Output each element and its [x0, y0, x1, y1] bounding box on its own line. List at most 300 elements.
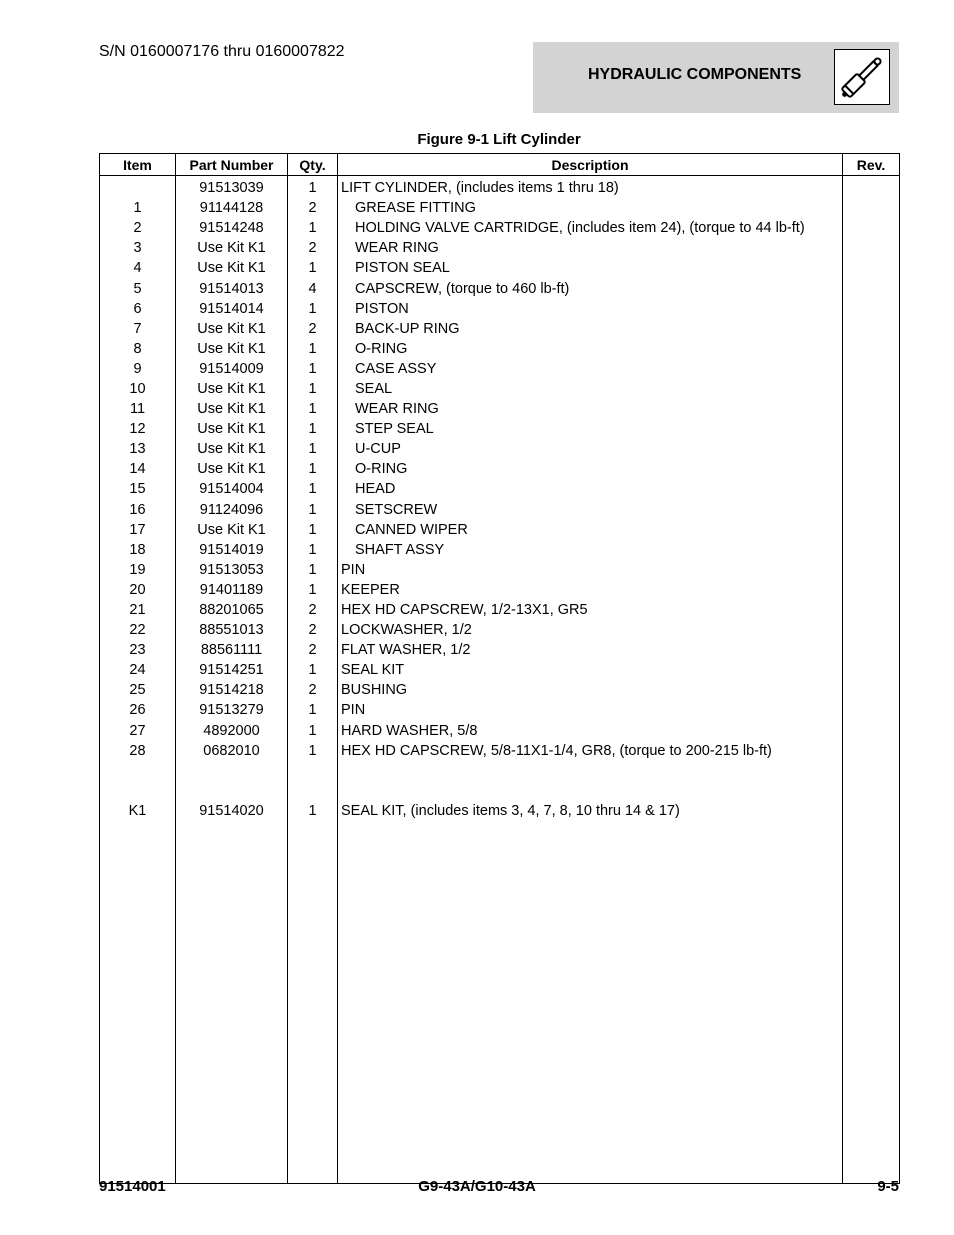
empty-cell: [288, 1082, 338, 1102]
table-row: [100, 218, 900, 238]
rev-cell: [843, 238, 900, 258]
item-cell: 4: [100, 258, 176, 278]
part-number-cell: 91514014: [176, 299, 288, 319]
part-number-cell: Use Kit K1: [176, 459, 288, 479]
qty-cell: 2: [288, 198, 338, 218]
table-row: [100, 540, 900, 560]
qty-cell: 2: [288, 620, 338, 640]
empty-cell: [338, 881, 843, 901]
table-row: [100, 721, 900, 741]
empty-cell: [100, 1082, 176, 1102]
item-cell: 22: [100, 620, 176, 640]
item-cell: 20: [100, 580, 176, 600]
column-header-description: Description: [338, 154, 843, 176]
description-cell: SEAL KIT, (includes items 3, 4, 7, 8, 10 thru 14 & 17): [338, 801, 843, 821]
empty-cell: [843, 1062, 900, 1082]
part-number-cell: Use Kit K1: [176, 439, 288, 459]
table-row: [100, 741, 900, 761]
part-number-cell: Use Kit K1: [176, 520, 288, 540]
empty-cell: [338, 1062, 843, 1082]
description-cell: FLAT WASHER, 1/2: [338, 640, 843, 660]
empty-cell: [176, 1122, 288, 1142]
table-filler-row: [100, 841, 900, 861]
empty-cell: [338, 1102, 843, 1122]
item-cell: 16: [100, 500, 176, 520]
table-row: [100, 299, 900, 319]
table-filler-row: [100, 1143, 900, 1163]
table-row: [100, 700, 900, 720]
part-number-cell: Use Kit K1: [176, 258, 288, 278]
qty-cell: 1: [288, 339, 338, 359]
part-number-cell: 91513053: [176, 560, 288, 580]
empty-cell: [176, 861, 288, 881]
empty-cell: [100, 1022, 176, 1042]
empty-cell: [176, 1102, 288, 1122]
table-row: [100, 580, 900, 600]
column-header-part-number: Part Number: [176, 154, 288, 176]
part-number-cell: 91514004: [176, 479, 288, 499]
qty-cell: 1: [288, 560, 338, 580]
empty-cell: [288, 1062, 338, 1082]
part-number-cell: Use Kit K1: [176, 419, 288, 439]
part-number-cell: 91513279: [176, 700, 288, 720]
rev-cell: [843, 721, 900, 741]
empty-cell: [100, 1122, 176, 1142]
table-filler-row: [100, 1122, 900, 1142]
item-cell: 28: [100, 741, 176, 761]
empty-cell: [338, 1143, 843, 1163]
rev-cell: [843, 399, 900, 419]
table-filler-row: [100, 1062, 900, 1082]
qty-cell: 1: [288, 540, 338, 560]
description-cell: SHAFT ASSY: [338, 540, 843, 560]
empty-cell: [843, 821, 900, 841]
qty-cell: 2: [288, 600, 338, 620]
table-row: [100, 660, 900, 680]
part-number-cell: Use Kit K1: [176, 379, 288, 399]
part-number-cell: 91124096: [176, 500, 288, 520]
table-row: [100, 560, 900, 580]
empty-cell: [843, 1002, 900, 1022]
table-filler-row: [100, 861, 900, 881]
column-header-qty: Qty.: [288, 154, 338, 176]
table-row: [100, 781, 900, 801]
table-row: [100, 801, 900, 821]
description-cell: HEX HD CAPSCREW, 1/2-13X1, GR5: [338, 600, 843, 620]
rev-cell: [843, 761, 900, 781]
empty-cell: [338, 1082, 843, 1102]
description-cell: O-RING: [338, 459, 843, 479]
table-row: [100, 379, 900, 399]
rev-cell: [843, 319, 900, 339]
rev-cell: [843, 741, 900, 761]
description-cell: PIN: [338, 700, 843, 720]
description-cell: CAPSCREW, (torque to 460 lb-ft): [338, 278, 843, 298]
section-title: HYDRAULIC COMPONENTS: [588, 66, 802, 83]
table-row: [100, 319, 900, 339]
table-filler-row: [100, 962, 900, 982]
empty-cell: [843, 841, 900, 861]
item-cell: 19: [100, 560, 176, 580]
empty-cell: [843, 1082, 900, 1102]
section-header: [533, 42, 899, 113]
item-cell: 11: [100, 399, 176, 419]
rev-cell: [843, 660, 900, 680]
rev-cell: [843, 419, 900, 439]
table-filler-row: [100, 1082, 900, 1102]
table-row: [100, 359, 900, 379]
rev-cell: [843, 500, 900, 520]
description-cell: PISTON SEAL: [338, 258, 843, 278]
table-row: [100, 176, 900, 199]
empty-cell: [100, 1143, 176, 1163]
rev-cell: [843, 479, 900, 499]
table-filler-row: [100, 821, 900, 841]
empty-cell: [843, 1102, 900, 1122]
empty-cell: [843, 1022, 900, 1042]
empty-cell: [100, 841, 176, 861]
part-number-cell: 0682010: [176, 741, 288, 761]
table-row: [100, 479, 900, 499]
empty-cell: [338, 1122, 843, 1142]
item-cell: 13: [100, 439, 176, 459]
qty-cell: 1: [288, 500, 338, 520]
table-filler-row: [100, 942, 900, 962]
table-row: [100, 339, 900, 359]
figure-title: Figure 9-1 Lift Cylinder: [417, 131, 581, 148]
description-cell: WEAR RING: [338, 399, 843, 419]
empty-cell: [843, 901, 900, 921]
qty-cell: 1: [288, 660, 338, 680]
empty-cell: [338, 841, 843, 861]
rev-cell: [843, 560, 900, 580]
description-cell: CASE ASSY: [338, 359, 843, 379]
table-row: [100, 439, 900, 459]
empty-cell: [288, 821, 338, 841]
description-cell: HARD WASHER, 5/8: [338, 721, 843, 741]
part-number-cell: 91514251: [176, 660, 288, 680]
qty-cell: 1: [288, 258, 338, 278]
empty-cell: [288, 841, 338, 861]
empty-cell: [176, 1143, 288, 1163]
empty-cell: [288, 1143, 338, 1163]
rev-cell: [843, 439, 900, 459]
empty-cell: [288, 1102, 338, 1122]
table-row: [100, 640, 900, 660]
item-cell: [100, 176, 176, 199]
part-number-cell: 91514218: [176, 680, 288, 700]
qty-cell: 2: [288, 640, 338, 660]
item-cell: 23: [100, 640, 176, 660]
qty-cell: 1: [288, 379, 338, 399]
empty-cell: [843, 1042, 900, 1062]
empty-cell: [100, 962, 176, 982]
table-row: [100, 278, 900, 298]
table-row: [100, 600, 900, 620]
description-cell: STEP SEAL: [338, 419, 843, 439]
item-cell: 25: [100, 680, 176, 700]
item-cell: 21: [100, 600, 176, 620]
description-cell: U-CUP: [338, 439, 843, 459]
qty-cell: 1: [288, 479, 338, 499]
empty-cell: [176, 841, 288, 861]
empty-cell: [338, 1042, 843, 1062]
table-filler-row: [100, 881, 900, 901]
description-cell: [338, 781, 843, 801]
empty-cell: [843, 942, 900, 962]
rev-cell: [843, 781, 900, 801]
empty-cell: [338, 921, 843, 941]
description-cell: CANNED WIPER: [338, 520, 843, 540]
description-cell: KEEPER: [338, 580, 843, 600]
item-cell: K1: [100, 801, 176, 821]
item-cell: 6: [100, 299, 176, 319]
rev-cell: [843, 540, 900, 560]
table-filler-row: [100, 1022, 900, 1042]
qty-cell: 1: [288, 721, 338, 741]
empty-cell: [100, 901, 176, 921]
part-number-cell: 91514013: [176, 278, 288, 298]
rev-cell: [843, 680, 900, 700]
item-cell: 10: [100, 379, 176, 399]
part-number-cell: Use Kit K1: [176, 339, 288, 359]
qty-cell: 1: [288, 176, 338, 199]
rev-cell: [843, 299, 900, 319]
item-cell: 17: [100, 520, 176, 540]
qty-cell: 4: [288, 278, 338, 298]
empty-cell: [100, 881, 176, 901]
empty-cell: [176, 942, 288, 962]
description-cell: HEAD: [338, 479, 843, 499]
description-cell: WEAR RING: [338, 238, 843, 258]
empty-cell: [338, 861, 843, 881]
item-cell: 15: [100, 479, 176, 499]
rev-cell: [843, 801, 900, 821]
description-cell: GREASE FITTING: [338, 198, 843, 218]
item-cell: 5: [100, 278, 176, 298]
empty-cell: [176, 982, 288, 1002]
qty-cell: [288, 761, 338, 781]
footer-model: G9-43A/G10-43A: [418, 1178, 536, 1195]
empty-cell: [843, 982, 900, 1002]
empty-cell: [288, 982, 338, 1002]
rev-cell: [843, 278, 900, 298]
part-number-cell: 91514019: [176, 540, 288, 560]
qty-cell: 1: [288, 359, 338, 379]
empty-cell: [100, 1102, 176, 1122]
qty-cell: 1: [288, 439, 338, 459]
rev-cell: [843, 198, 900, 218]
part-number-cell: 91144128: [176, 198, 288, 218]
empty-cell: [843, 1122, 900, 1142]
description-cell: BACK-UP RING: [338, 319, 843, 339]
part-number-cell: 88561111: [176, 640, 288, 660]
part-number-cell: 88201065: [176, 600, 288, 620]
serial-number-range: S/N 0160007176 thru 0160007822: [99, 43, 345, 60]
rev-cell: [843, 176, 900, 199]
qty-cell: 1: [288, 801, 338, 821]
column-header-item: Item: [100, 154, 176, 176]
empty-cell: [176, 881, 288, 901]
empty-cell: [176, 901, 288, 921]
part-number-cell: 91513039: [176, 176, 288, 199]
empty-cell: [288, 962, 338, 982]
empty-cell: [338, 982, 843, 1002]
empty-cell: [176, 1042, 288, 1062]
empty-cell: [100, 1042, 176, 1062]
table-filler-row: [100, 921, 900, 941]
rev-cell: [843, 620, 900, 640]
empty-cell: [100, 1002, 176, 1022]
empty-cell: [338, 962, 843, 982]
part-number-cell: 91514009: [176, 359, 288, 379]
table-row: [100, 399, 900, 419]
table-row: [100, 761, 900, 781]
table-row: [100, 680, 900, 700]
description-cell: SETSCREW: [338, 500, 843, 520]
empty-cell: [100, 921, 176, 941]
qty-cell: 1: [288, 700, 338, 720]
rev-cell: [843, 640, 900, 660]
part-number-cell: [176, 781, 288, 801]
part-number-cell: Use Kit K1: [176, 319, 288, 339]
empty-cell: [843, 921, 900, 941]
part-number-cell: Use Kit K1: [176, 238, 288, 258]
empty-cell: [176, 1002, 288, 1022]
rev-cell: [843, 700, 900, 720]
qty-cell: 2: [288, 319, 338, 339]
empty-cell: [288, 901, 338, 921]
item-cell: 26: [100, 700, 176, 720]
parts-table: [99, 153, 900, 1184]
table-row: [100, 238, 900, 258]
parts-table-body: [100, 176, 900, 1184]
qty-cell: 1: [288, 399, 338, 419]
description-cell: SEAL: [338, 379, 843, 399]
qty-cell: 1: [288, 520, 338, 540]
empty-cell: [338, 901, 843, 921]
item-cell: 14: [100, 459, 176, 479]
item-cell: 3: [100, 238, 176, 258]
empty-cell: [288, 1002, 338, 1022]
rev-cell: [843, 459, 900, 479]
item-cell: 12: [100, 419, 176, 439]
rev-cell: [843, 258, 900, 278]
empty-cell: [176, 1062, 288, 1082]
description-cell: O-RING: [338, 339, 843, 359]
item-cell: [100, 761, 176, 781]
item-cell: 7: [100, 319, 176, 339]
qty-cell: 1: [288, 459, 338, 479]
description-cell: PISTON: [338, 299, 843, 319]
rev-cell: [843, 600, 900, 620]
rev-cell: [843, 218, 900, 238]
table-filler-row: [100, 1002, 900, 1022]
item-cell: 24: [100, 660, 176, 680]
description-cell: HOLDING VALVE CARTRIDGE, (includes item 24), (torque to 44 lb-ft): [338, 218, 843, 238]
empty-cell: [843, 962, 900, 982]
table-filler-row: [100, 1042, 900, 1062]
hydraulic-cylinder-icon: [834, 49, 890, 105]
item-cell: 1: [100, 198, 176, 218]
part-number-cell: 88551013: [176, 620, 288, 640]
part-number-cell: Use Kit K1: [176, 399, 288, 419]
description-cell: SEAL KIT: [338, 660, 843, 680]
item-cell: [100, 781, 176, 801]
empty-cell: [843, 1143, 900, 1163]
empty-cell: [288, 942, 338, 962]
empty-cell: [288, 1042, 338, 1062]
empty-cell: [176, 962, 288, 982]
description-cell: PIN: [338, 560, 843, 580]
empty-cell: [338, 821, 843, 841]
qty-cell: 2: [288, 238, 338, 258]
table-header-row: [100, 154, 900, 176]
part-number-cell: 4892000: [176, 721, 288, 741]
qty-cell: [288, 781, 338, 801]
qty-cell: 1: [288, 741, 338, 761]
rev-cell: [843, 339, 900, 359]
empty-cell: [338, 1002, 843, 1022]
empty-cell: [843, 881, 900, 901]
footer-part-number: 91514001: [99, 1178, 166, 1195]
qty-cell: 1: [288, 419, 338, 439]
table-row: [100, 620, 900, 640]
item-cell: 8: [100, 339, 176, 359]
empty-cell: [100, 1062, 176, 1082]
empty-cell: [338, 942, 843, 962]
table-row: [100, 520, 900, 540]
item-cell: 2: [100, 218, 176, 238]
empty-cell: [338, 1022, 843, 1042]
qty-cell: 2: [288, 680, 338, 700]
empty-cell: [288, 921, 338, 941]
empty-cell: [176, 921, 288, 941]
table-filler-row: [100, 1102, 900, 1122]
empty-cell: [843, 861, 900, 881]
footer-page-number: 9-5: [877, 1178, 899, 1195]
description-cell: [338, 761, 843, 781]
table-row: [100, 198, 900, 218]
item-cell: 18: [100, 540, 176, 560]
empty-cell: [288, 1122, 338, 1142]
table-row: [100, 500, 900, 520]
part-number-cell: 91514248: [176, 218, 288, 238]
item-cell: 27: [100, 721, 176, 741]
table-row: [100, 258, 900, 278]
empty-cell: [176, 1082, 288, 1102]
qty-cell: 1: [288, 299, 338, 319]
rev-cell: [843, 580, 900, 600]
empty-cell: [288, 861, 338, 881]
table-row: [100, 459, 900, 479]
description-cell: HEX HD CAPSCREW, 5/8-11X1-1/4, GR8, (torque to 200-215 lb-ft): [338, 741, 843, 761]
part-number-cell: [176, 761, 288, 781]
column-header-rev: Rev.: [843, 154, 900, 176]
empty-cell: [176, 1022, 288, 1042]
empty-cell: [176, 821, 288, 841]
rev-cell: [843, 520, 900, 540]
qty-cell: 1: [288, 218, 338, 238]
table-row: [100, 419, 900, 439]
table-filler-row: [100, 982, 900, 1002]
empty-cell: [100, 942, 176, 962]
table-filler-row: [100, 901, 900, 921]
qty-cell: 1: [288, 580, 338, 600]
rev-cell: [843, 359, 900, 379]
rev-cell: [843, 379, 900, 399]
empty-cell: [288, 1022, 338, 1042]
